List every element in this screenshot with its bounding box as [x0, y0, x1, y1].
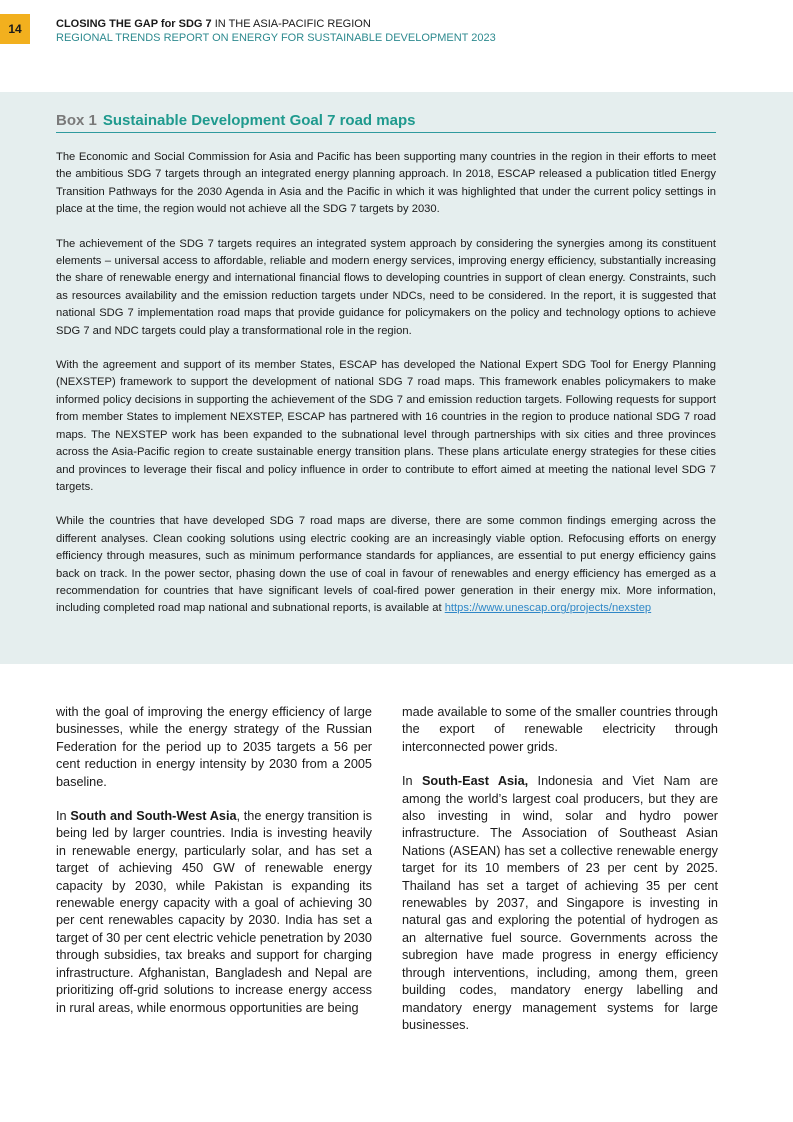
left-column	[56, 704, 372, 1034]
region-name: South and South-West Asia	[70, 809, 237, 824]
box-paragraph: The Economic and Social Commission for Asia and Pacific has been supporting many countries in the region in their efforts to meet the ambitious SDG 7 targets through an integrated energy planning approach. In 2018, ESCAP released a publication titled Energy Transition Pathways for the 2030 Agenda in Asia and the Pacific in which it was highlighted that under the current policy settings in place at the time, the region would not achieve all the SDG 7 targets by 2030.	[56, 151, 716, 216]
box-paragraph-text: While the countries that have developed SDG 7 road maps are diverse, there are some common findings emerging across the different analyses. Clean cooking solutions using electric cooking are an increasingly viable option. Refocusing efforts on energy efficiency through measures, such as minimum performance standards for appliances, are essential to put energy efficiency gains back on track. In the power sector, phasing down the use of coal in favour of renewables and energy efficiency has emerged as a recommendation for countries that have significant levels of coal-fired power generation in their energy mix. More information, including completed road map national and subnational reports, is available at	[56, 515, 716, 615]
right-column	[402, 704, 718, 1051]
page-number: 14	[0, 14, 30, 44]
box-paragraph-with-link	[56, 513, 716, 617]
box-paragraph: The achievement of the SDG 7 targets requires an integrated system approach by considering the synergies among its constituent elements – universal access to affordable, reliable and modern energy services, improving energy efficiency, substantially increasing the share of renewable energy and international financial flows to developing countries in support of clean energy. Constraints, such as resources availability and the emission reduction targets under NDCs, need to be considered. In the report, it is suggested that national SDG 7 implementation road maps that provide guidance for policymakers on the policy and technology options to achieve SDG 7 and NDC targets could play a transformational role in the region.	[56, 237, 716, 337]
paragraph-text: Indonesia and Viet Nam are among the world’s largest coal producers, but they are also investing in wind, solar and hydro power infrastructure. The Association of Southeast Asian Nations (ASEAN) has set a collective renewable energy target for its 10 members of 23 per cent by 2025. Thailand has set a target of achieving 35 per cent renewables by 2037, and Singapore is investing in natural gas and exploring the potential of hydrogen as an alternative fuel source. Governments across the subregion have made progress in energy efficiency through interventions, including, among them, green building codes, mandatory energy labelling and mandatory energy management systems for large businesses.	[402, 774, 719, 1032]
body-paragraph-south-east-asia	[402, 773, 718, 1034]
report-subtitle: REGIONAL TRENDS REPORT ON ENERGY FOR SUSTAINABLE DEVELOPMENT 2023	[56, 32, 496, 44]
report-title-rest: IN THE ASIA-PACIFIC REGION	[211, 18, 371, 30]
body-paragraph-south-asia	[56, 808, 372, 1017]
running-header	[56, 17, 496, 45]
body-paragraph: made available to some of the smaller countries through the export of renewable electricity through interconnected power grids.	[402, 705, 718, 754]
box-label: Box 1	[56, 112, 97, 129]
region-name: South-East Asia,	[421, 774, 529, 789]
box-title: Sustainable Development Goal 7 road maps	[102, 112, 416, 129]
box-paragraph: With the agreement and support of its member States, ESCAP has developed the National Expert SDG Tool for Energy Planning (NEXSTEP) framework to support the development of national SDG 7 road maps. This framework enables policymakers to make informed policy decisions in supporting the achievement of the SDG 7 and emission reduction targets. Following requests for support from member States to implement NEXSTEP, ESCAP has partnered with 16 countries in the region to produce national SDG 7 road maps. The NEXSTEP work has been expanded to the subnational level through partnerships with six cities and three provinces across the Asia-Pacific region to create sustainable energy transition plans. These plans articulate energy strategies for these cities and provinces to leverage their fiscal and policy influence in order to contribute to effort aimed at meeting the national level SDG 7 targets.	[56, 359, 716, 493]
nexstep-link[interactable]: https://www.unescap.org/projects/nexstep	[444, 602, 652, 615]
paragraph-prefix: In	[402, 774, 422, 789]
body-paragraph: with the goal of improving the energy efficiency of large businesses, while the energy strategy of the Russian Federation for the period up to 2035 targets a 56 per cent reduction in energy intensity by 2030 from a 2005 baseline.	[56, 705, 372, 789]
box-1-panel	[0, 92, 793, 664]
paragraph-prefix: In	[56, 809, 71, 824]
box-body	[56, 149, 716, 635]
report-title	[56, 17, 496, 31]
paragraph-text: , the energy transition is being led by larger countries. India is investing heavily in renewable energy, particularly solar, and has set a target of achieving 450 GW of renewable energy capacity by 2030, while Pakistan is expanding its renewable energy capacity with a goal of achieving 30 per cent renewables capacity by 2030. India has set a target of 30 per cent electric vehicle penetration by 2030 through subsidies, tax breaks and support for charging infrastructure. Afghanistan, Bangladesh and Nepal are prioritizing off-grid solutions to increase energy access in rural areas, while enormous opportunities are being	[56, 809, 372, 1015]
report-title-bold: CLOSING THE GAP for SDG 7	[56, 18, 212, 30]
box-heading	[56, 112, 716, 133]
